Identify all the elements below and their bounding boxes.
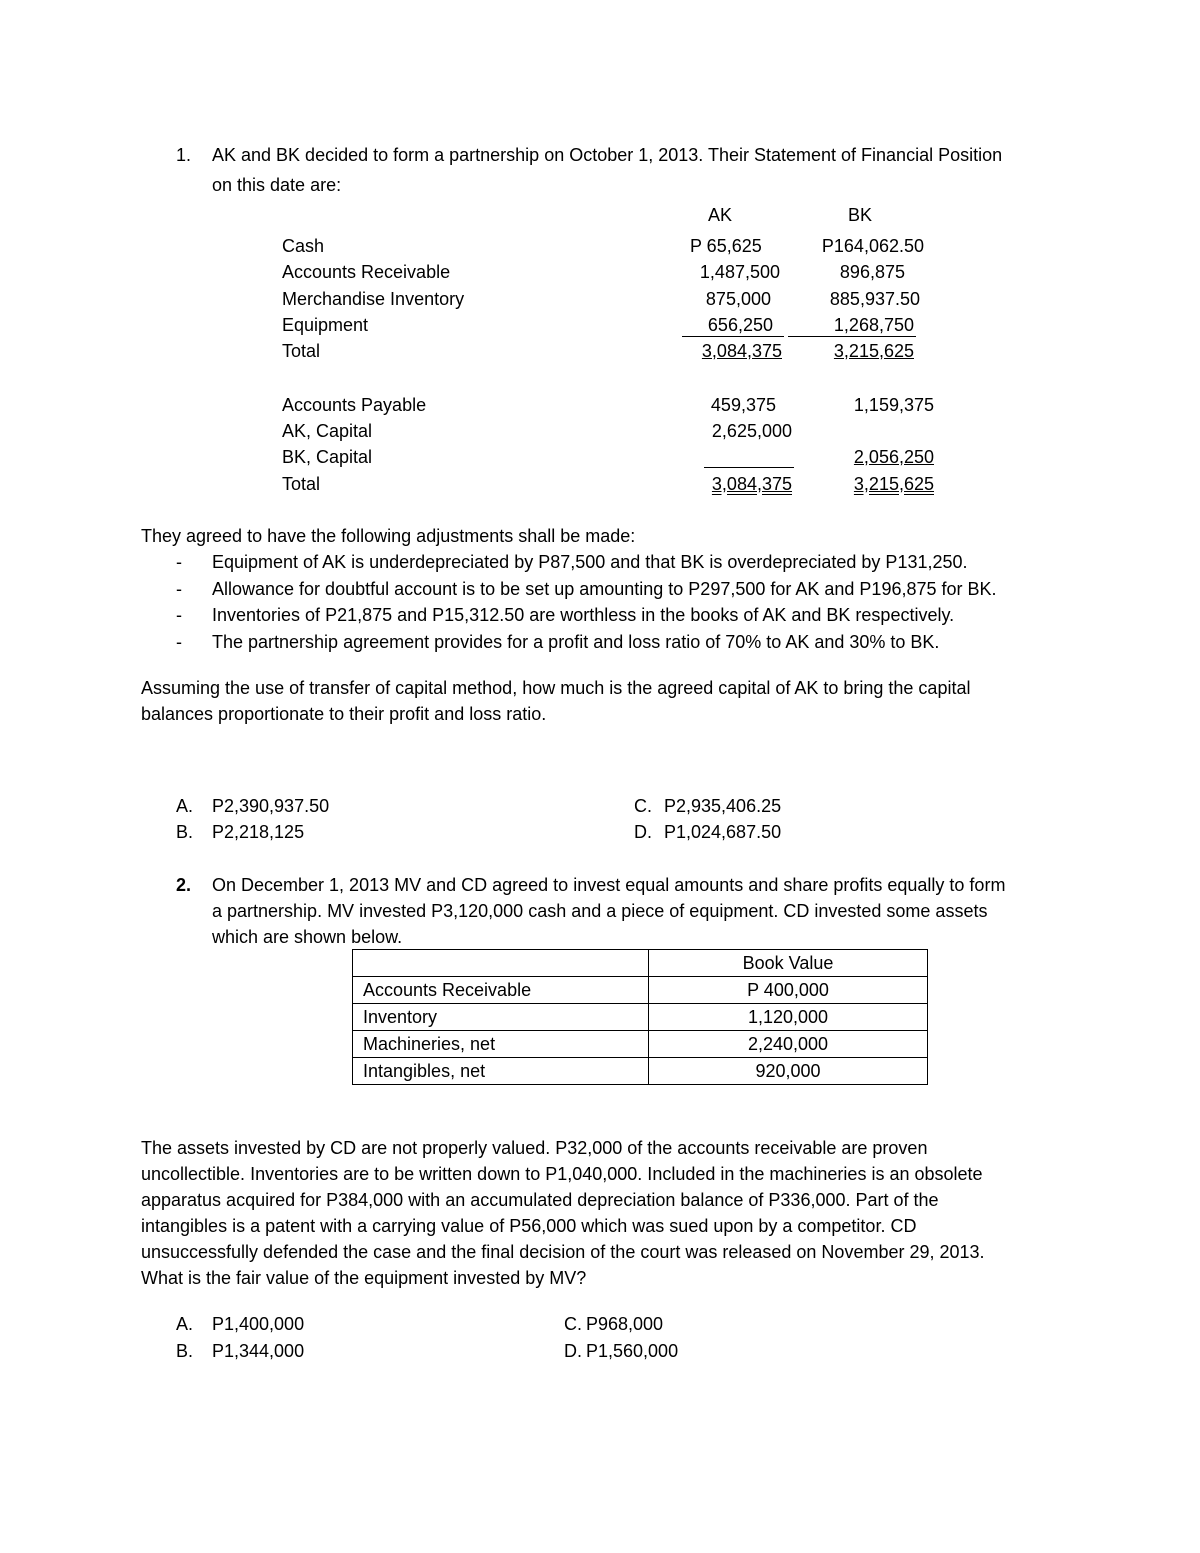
table-cell-label: Inventory [353, 1004, 649, 1031]
q2-choice-a-letter: A. [176, 1314, 194, 1334]
bullet: - [176, 605, 182, 625]
liab-label-ap: Accounts Payable [282, 395, 427, 415]
cd-assets-table [352, 949, 928, 1085]
table-cell-label: Machineries, net [353, 1031, 649, 1058]
liab-ak-ap: 459,375 [710, 395, 776, 415]
q2-body-line: uncollectible. Inventories are to be written down to P1,040,000. Included in the machineries is an obsolete [141, 1164, 983, 1184]
q1-number: 1. [176, 145, 192, 165]
q1-choice-a: P2,390,937.50 [212, 796, 330, 816]
q1-question-line2: balances proportionate to their profit and loss ratio. [141, 704, 547, 724]
asset-bk-inventory: 885,937.50 [829, 289, 920, 309]
q1-choice-a-letter: A. [176, 796, 194, 816]
table-cell-label: Intangibles, net [353, 1058, 649, 1085]
table-header-blank [353, 950, 649, 977]
q2-intro-line1: On December 1, 2013 MV and CD agreed to invest equal amounts and share profits equally to form [212, 875, 1006, 895]
q2-body-line: apparatus acquired for P384,000 with an accumulated depreciation balance of P336,000. Part of the [141, 1190, 939, 1210]
q2-body-line: What is the fair value of the equipment invested by MV? [141, 1268, 587, 1288]
q2-choice-a: P1,400,000 [212, 1314, 305, 1334]
asset-bk-cash: P164,062.50 [821, 236, 924, 256]
table-row [353, 977, 928, 1004]
table-cell-value: 1,120,000 [649, 1004, 928, 1031]
bullet: - [176, 552, 182, 572]
asset-ak-total: 3,084,375 [701, 341, 782, 361]
q1-choice-c-letter: C. [634, 796, 652, 816]
q2-choice-c-letter: C. [564, 1314, 582, 1334]
liab-ak-ak-capital: 2,625,000 [711, 421, 792, 441]
asset-label-ar: Accounts Receivable [282, 262, 451, 282]
table-header-book-value: Book Value [649, 950, 928, 977]
q2-intro-line3: which are shown below. [212, 927, 403, 947]
q2-body-line: unsuccessfully defended the case and the final decision of the court was released on November 29, 2013. [141, 1242, 985, 1262]
table-cell-value: 920,000 [649, 1058, 928, 1085]
q2-intro-line2: a partnership. MV invested P3,120,000 cash and a piece of equipment. CD invested some assets [212, 901, 988, 921]
asset-ak-ar: 1,487,500 [699, 262, 780, 282]
q1-col-bk-header: BK [847, 205, 872, 225]
asset-label-equipment: Equipment [282, 315, 369, 335]
asset-label-total: Total [282, 341, 321, 361]
asset-label-inventory: Merchandise Inventory [282, 289, 465, 309]
q2-choice-d-letter: D. [564, 1341, 582, 1361]
table-row [353, 1058, 928, 1085]
asset-bk-ar: 896,875 [839, 262, 905, 282]
asset-bk-total: 3,215,625 [833, 341, 914, 361]
q1-choice-c: P2,935,406.25 [664, 796, 782, 816]
table-row [353, 950, 928, 977]
q1-choice-d: P1,024,687.50 [664, 822, 782, 842]
asset-ak-equipment: 656,250 [707, 315, 773, 335]
asset-ak-inventory: 875,000 [705, 289, 771, 309]
asset-bk-equipment: 1,268,750 [833, 315, 914, 335]
bullet: - [176, 632, 182, 652]
adjustment-item: Allowance for doubtful account is to be set up amounting to P297,500 for AK and P196,875 for BK. [212, 579, 997, 599]
q2-choice-b-letter: B. [176, 1341, 194, 1361]
equipment-bk-underline [788, 336, 916, 337]
bullet: - [176, 579, 182, 599]
adjust-intro: They agreed to have the following adjustments shall be made: [141, 526, 636, 546]
q1-col-ak-header: AK [707, 205, 732, 225]
liab-ak-total: 3,084,375 [711, 474, 792, 494]
q1-intro-line2: on this date are: [212, 175, 342, 195]
q1-question-line1: Assuming the use of transfer of capital method, how much is the agreed capital of AK to bring the capital [141, 678, 971, 698]
table-cell-value: 2,240,000 [649, 1031, 928, 1058]
q2-choice-b: P1,344,000 [212, 1341, 305, 1361]
table-cell-label: Accounts Receivable [353, 977, 649, 1004]
q2-choice-c: P968,000 [586, 1314, 664, 1334]
equipment-ak-underline [682, 336, 784, 337]
table-row [353, 1031, 928, 1058]
q1-choice-d-letter: D. [634, 822, 652, 842]
table-row [353, 1004, 928, 1031]
adjustment-item: Equipment of AK is underdepreciated by P87,500 and that BK is overdepreciated by P131,250. [212, 552, 968, 572]
asset-label-cash: Cash [282, 236, 325, 256]
q1-intro-line1: AK and BK decided to form a partnership on October 1, 2013. Their Statement of Financial Position [212, 145, 1003, 165]
q1-choice-b: P2,218,125 [212, 822, 305, 842]
liab-label-ak-capital: AK, Capital [282, 421, 373, 441]
asset-ak-cash: P 65,625 [690, 236, 762, 256]
q2-choice-d: P1,560,000 [586, 1341, 679, 1361]
q2-body-line: The assets invested by CD are not properly valued. P32,000 of the accounts receivable are proven [141, 1138, 928, 1158]
adjustment-item: The partnership agreement provides for a profit and loss ratio of 70% to AK and 30% to BK. [212, 632, 940, 652]
liab-bk-ap: 1,159,375 [853, 395, 934, 415]
adjustment-item: Inventories of P21,875 and P15,312.50 are worthless in the books of AK and BK respectively. [212, 605, 955, 625]
liab-label-total: Total [282, 474, 321, 494]
q2-number: 2. [176, 875, 192, 895]
q1-choice-b-letter: B. [176, 822, 194, 842]
liab-bk-bk-capital: 2,056,250 [853, 447, 934, 467]
liab-bk-total: 3,215,625 [853, 474, 934, 494]
q2-body-line: intangibles is a patent with a carrying value of P56,000 which was sued upon by a competitor. CD [141, 1216, 917, 1236]
bk-capital-ak-underline [704, 467, 794, 468]
table-cell-value: P 400,000 [649, 977, 928, 1004]
liab-label-bk-capital: BK, Capital [282, 447, 373, 467]
